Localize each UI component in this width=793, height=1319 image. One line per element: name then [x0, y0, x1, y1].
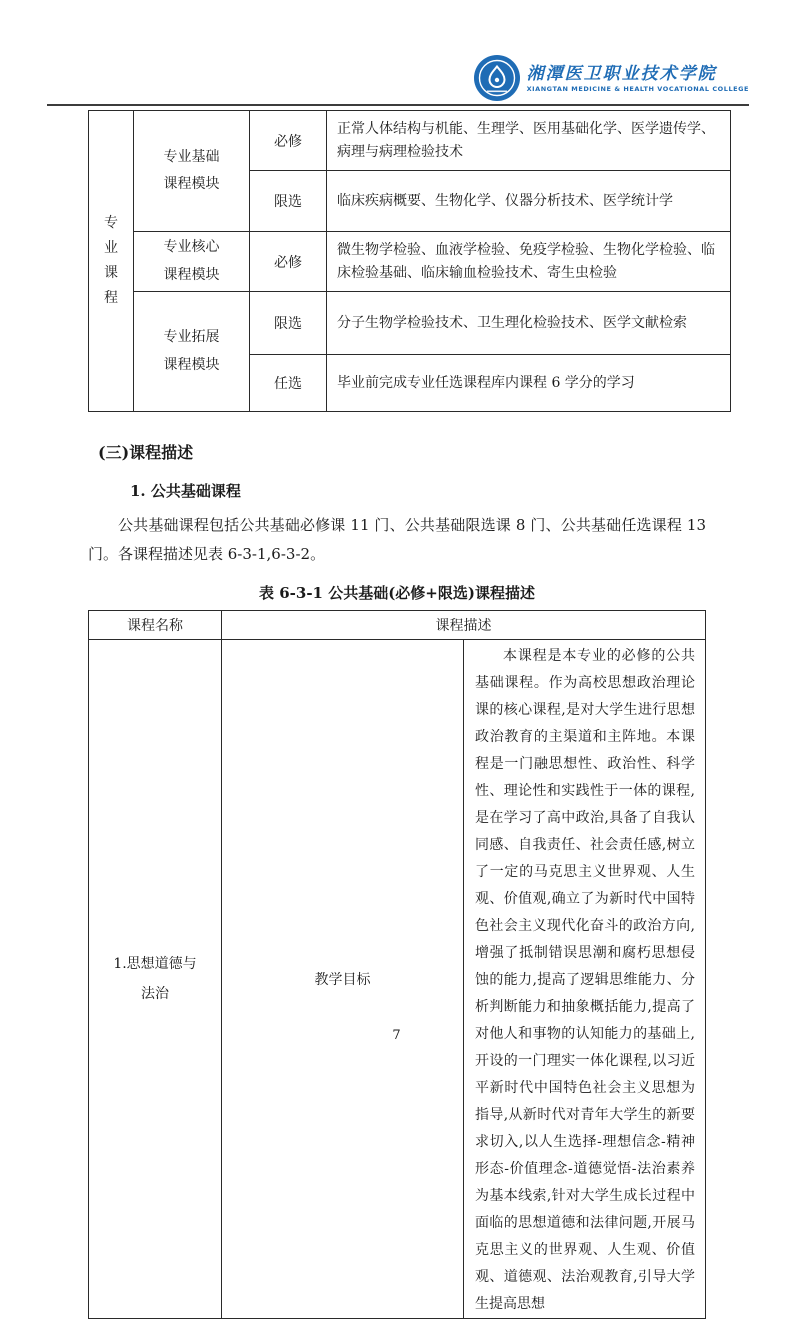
course-type: 限选 [250, 171, 327, 232]
table-title: 表 6-3-1 公共基础(必修+限选)课程描述 [259, 584, 535, 602]
module-group-label: 专业课程 [104, 214, 118, 307]
module-group-cell [89, 111, 134, 412]
header-rule [47, 104, 749, 106]
course-list: 微生物学检验、血液学检验、免疫学检验、生物化学检验、临床检验基础、临床输血检验技术、寄生虫检验 [327, 232, 731, 292]
course-description: 本课程是本专业的必修的公共基础课程。作为高校思想政治理论课的核心课程,是对大学生进行思想政治教育的主渠道和主阵地。本课程是一门融思想性、政治性、科学性、理论性和实践性于一体的课程,是在学习了高中政治,具备了自我认同感、自我责任、社会责任感,树立了一定的马克思主义世界观、人生观、价值观,确立了为新时代中国特色社会主义现代化奋斗的政治方向,增强了抵制错误思潮和腐朽思想侵蚀的能力,提高了逻辑思维能力、分析判断能力和抽象概括能力,提高了对他人和事物的认知能力的基础上,开设的一门理实一体化课程,以习近平新时代中国特色社会主义思想为指导,从新时代对青年大学生的新要求切入,以人生选择-理想信念-精神形态-价值理念-道德觉悟-法治素养为基本线索,针对大学生成长过程中面临的思想道德和法律问题,开展马克思主义的世界观、人生观、价值观、道德观、法治观教育,引导大学生提高思想 [464, 640, 706, 1319]
module-name-cell [134, 111, 250, 232]
aspect-label: 教学目标 [222, 640, 464, 1319]
page-content [88, 110, 715, 1319]
course-name: 1.思想道德与法治 [113, 955, 197, 1002]
module-name-cell [134, 232, 250, 292]
table-row [89, 640, 706, 1319]
course-list: 毕业前完成专业任选课程库内课程 6 学分的学习 [327, 355, 731, 412]
logo-en-name: XIANGTAN MEDICINE & HEALTH VOCATIONAL COLLEGE [526, 85, 749, 94]
intro-paragraph: 公共基础课程包括公共基础必修课 11 门、公共基础限选课 8 门、公共基础任选课程 13 门。各课程描述见表 6-3-1,6-3-2。 [88, 516, 706, 563]
course-type: 必修 [250, 232, 327, 292]
curriculum-modules-table [88, 110, 731, 412]
course-type: 限选 [250, 292, 327, 355]
course-name-cell [89, 640, 222, 1319]
module-name: 专业拓展课程模块 [163, 329, 220, 373]
course-list: 分子生物学检验技术、卫生理化检验技术、医学文献检索 [327, 292, 731, 355]
logo-cn-name: 湘潭医卫职业技术学院 [526, 63, 717, 84]
module-name: 专业核心课程模块 [163, 239, 220, 283]
page-number: 7 [392, 1028, 401, 1043]
column-header-course-name: 课程名称 [89, 611, 222, 640]
college-logo [473, 54, 749, 102]
course-type: 任选 [250, 355, 327, 412]
logo-emblem-icon [473, 54, 521, 102]
course-list: 临床疾病概要、生物化学、仪器分析技术、医学统计学 [327, 171, 731, 232]
course-type: 必修 [250, 111, 327, 171]
module-name-cell [134, 292, 250, 412]
column-header-course-desc: 课程描述 [222, 611, 706, 640]
course-list: 正常人体结构与机能、生理学、医用基础化学、医学遗传学、病理与病理检验技术 [327, 111, 731, 171]
module-name: 专业基础课程模块 [163, 148, 220, 192]
section-subheading: 1. 公共基础课程 [130, 482, 241, 500]
course-description-table [88, 610, 706, 1319]
section-heading: (三)课程描述 [98, 443, 194, 462]
